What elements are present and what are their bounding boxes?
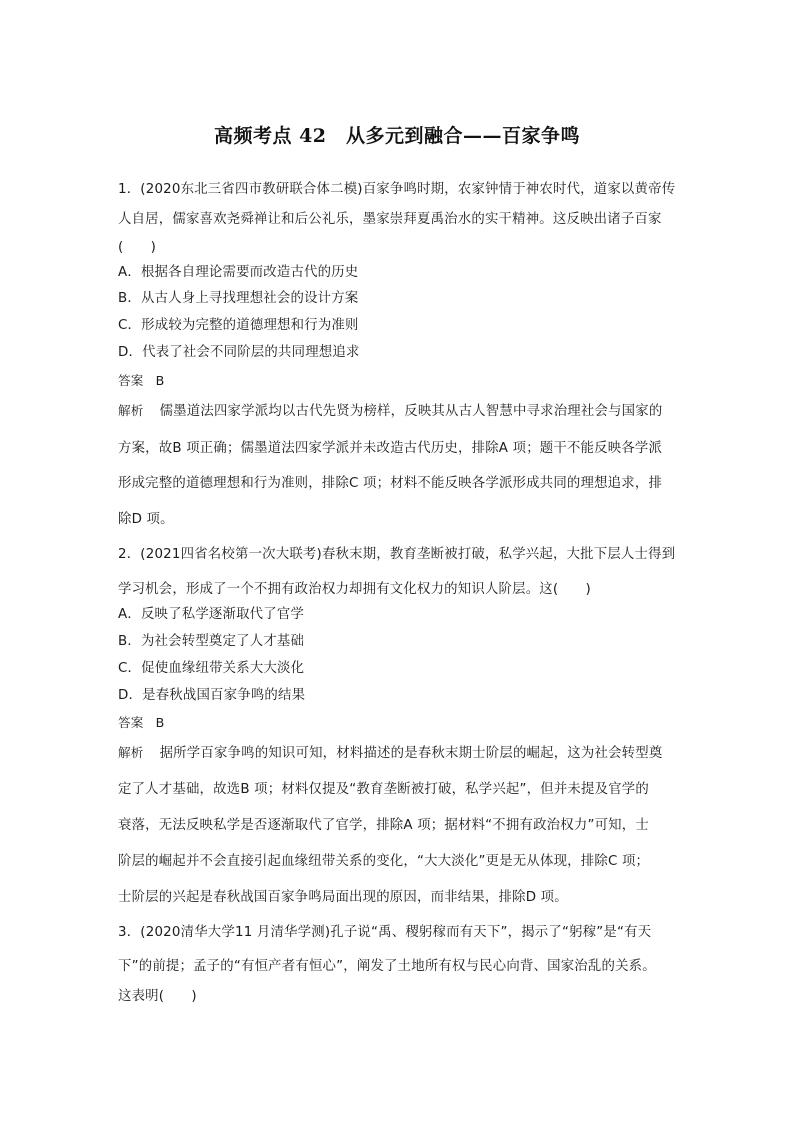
page-title: 高频考点 42 从多元到融合——百家争鸣 (213, 125, 581, 147)
q1-analysis-line-3: 形成完整的道德理想和行为准则，排除C 项；材料不能反映各学派形成共同的理想追求，排 (118, 476, 663, 491)
q1-analysis-line-2: 方案，故B 项正确；儒墨道法四家学派并未改造古代历史，排除A 项；题干不能反映各学派 (118, 441, 663, 456)
q2-analysis-line-5: 士阶层的兴起是春秋战国百家争鸣局面出现的原因，而非结果，排除D 项。 (118, 890, 568, 905)
q1-analysis-label: 解析 (118, 403, 144, 418)
q1-analysis-text: 儒墨道法四家学派均以古代先贤为榜样，反映其从古人智慧中寻求治理社会与国家的 (159, 404, 663, 419)
q3-stem-line-1: 3．(2020清华大学11 月清华学测)孔子说“禹、稷躬稼而有天下”，揭示了“躬稼”是“有天 (118, 925, 652, 940)
q1-stem-line-1: 1．(2020东北三省四市教研联合体二模)百家争鸣时期，农家钟情于神农时代，道家以黄帝传 (118, 182, 676, 197)
q1-answer (118, 370, 164, 389)
q1-analysis-line-4: 除D 项。 (118, 512, 174, 527)
q1-option-b: B．从古人身上寻找理想社会的设计方案 (118, 291, 359, 306)
q2-answer-value: B (155, 715, 165, 730)
q2-analysis-line-4: 阶层的崛起并不会直接引起血缘纽带关系的变化，“大大淡化”更是无从体现，排除C 项； (118, 854, 650, 869)
q1-answer-label: 答案 (118, 373, 144, 388)
q2-option-d: D．是春秋战国百家争鸣的结果 (118, 688, 306, 703)
q1-answer-value: B (155, 373, 165, 388)
q1-option-d: D．代表了社会不同阶层的共同理想追求 (118, 345, 360, 360)
q2-analysis-line-3: 衰落，无法反映私学是否逐渐取代了官学，排除A 项；据材料“不拥有政治权力”可知，士 (118, 818, 649, 833)
q2-answer-label: 答案 (118, 715, 144, 730)
q2-answer (118, 712, 164, 731)
q1-analysis-line-1 (118, 400, 662, 419)
q2-stem-line-2: 学习机会，形成了一个不拥有政治权力却拥有文化权力的知识人阶层。这( ) (118, 582, 591, 597)
q1-stem-line-3: ( ) (118, 240, 157, 255)
q1-option-a: A．根据各自理论需要而改造古代的历史 (118, 265, 359, 280)
q1-stem-line-2: 人自居，儒家喜欢尧舜禅让和后公礼乐，墨家崇拜夏禹治水的实干精神。这反映出诸子百家 (118, 212, 662, 227)
q2-stem-line-1: 2．(2021四省名校第一次大联考)春秋末期，教育垄断被打破，私学兴起，大批下层人士得到 (118, 547, 676, 562)
q2-analysis-label: 解析 (118, 745, 144, 760)
q2-option-a: A．反映了私学逐渐取代了官学 (118, 607, 305, 622)
q2-option-b: B．为社会转型奠定了人才基础 (118, 634, 305, 649)
q1-option-c: C．形成较为完整的道德理想和行为准则 (118, 318, 359, 333)
q2-analysis-line-1 (118, 742, 662, 761)
q2-analysis-text: 据所学百家争鸣的知识可知，材料描述的是春秋末期士阶层的崛起，这为社会转型奠 (159, 746, 663, 761)
q3-stem-line-2: 下”的前提；孟子的“有恒产者有恒心”，阐发了土地所有权与民心向背、国家治乱的关系。 (118, 959, 656, 974)
q2-option-c: C．促使血缘纽带关系大大淡化 (118, 661, 305, 676)
q2-analysis-line-2: 定了人才基础，故选B 项；材料仅提及“教育垄断被打破，私学兴起”，但并未提及官学的 (118, 782, 649, 797)
q3-stem-line-3: 这表明( ) (118, 989, 197, 1004)
